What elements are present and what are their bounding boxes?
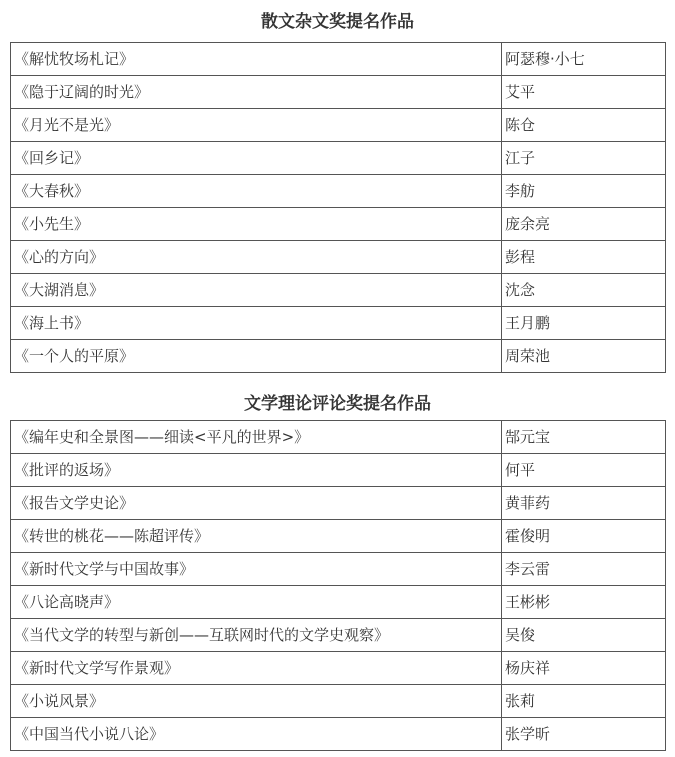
table-row bbox=[11, 43, 666, 76]
author-cell: 张莉 bbox=[502, 685, 666, 718]
table-row bbox=[11, 619, 666, 652]
author-cell: 王月鹏 bbox=[502, 307, 666, 340]
author-cell: 李云雷 bbox=[502, 553, 666, 586]
table-row bbox=[11, 109, 666, 142]
table-row bbox=[11, 241, 666, 274]
author-cell: 吴俊 bbox=[502, 619, 666, 652]
author-cell: 陈仓 bbox=[502, 109, 666, 142]
table-row bbox=[11, 142, 666, 175]
table-row bbox=[11, 208, 666, 241]
table-row bbox=[11, 454, 666, 487]
author-cell: 阿瑟穆·小七 bbox=[502, 43, 666, 76]
table-row bbox=[11, 175, 666, 208]
work-title-cell: 《一个人的平原》 bbox=[11, 340, 502, 373]
table-row bbox=[11, 586, 666, 619]
author-cell: 何平 bbox=[502, 454, 666, 487]
work-title-cell: 《月光不是光》 bbox=[11, 109, 502, 142]
work-title-cell: 《回乡记》 bbox=[11, 142, 502, 175]
table-row bbox=[11, 652, 666, 685]
work-title-cell: 《大春秋》 bbox=[11, 175, 502, 208]
criticism-nominations-table bbox=[10, 420, 666, 751]
table-row bbox=[11, 487, 666, 520]
author-cell: 沈念 bbox=[502, 274, 666, 307]
table-row bbox=[11, 340, 666, 373]
author-cell: 张学昕 bbox=[502, 718, 666, 751]
work-title-cell: 《批评的返场》 bbox=[11, 454, 502, 487]
author-cell: 杨庆祥 bbox=[502, 652, 666, 685]
work-title-cell: 《当代文学的转型与新创——互联网时代的文学史观察》 bbox=[11, 619, 502, 652]
author-cell: 王彬彬 bbox=[502, 586, 666, 619]
work-title-cell: 《心的方向》 bbox=[11, 241, 502, 274]
author-cell: 彭程 bbox=[502, 241, 666, 274]
table-row bbox=[11, 685, 666, 718]
table-row bbox=[11, 76, 666, 109]
prose-nominations-table bbox=[10, 42, 666, 373]
table-row bbox=[11, 307, 666, 340]
work-title-cell: 《大湖消息》 bbox=[11, 274, 502, 307]
work-title-cell: 《新时代文学与中国故事》 bbox=[11, 553, 502, 586]
work-title-cell: 《报告文学史论》 bbox=[11, 487, 502, 520]
author-cell: 庞余亮 bbox=[502, 208, 666, 241]
work-title-cell: 《解忧牧场札记》 bbox=[11, 43, 502, 76]
work-title-cell: 《新时代文学写作景观》 bbox=[11, 652, 502, 685]
author-cell: 江子 bbox=[502, 142, 666, 175]
work-title-cell: 《八论高晓声》 bbox=[11, 586, 502, 619]
work-title-cell: 《隐于辽阔的时光》 bbox=[11, 76, 502, 109]
table-row bbox=[11, 718, 666, 751]
author-cell: 周荣池 bbox=[502, 340, 666, 373]
work-title-cell: 《海上书》 bbox=[11, 307, 502, 340]
table-row bbox=[11, 274, 666, 307]
table-row bbox=[11, 421, 666, 454]
work-title-cell: 《小说风景》 bbox=[11, 685, 502, 718]
author-cell: 李舫 bbox=[502, 175, 666, 208]
section-title-criticism: 文学理论评论奖提名作品 bbox=[244, 394, 431, 414]
author-cell: 郜元宝 bbox=[502, 421, 666, 454]
work-title-cell: 《编年史和全景图——细读<平凡的世界>》 bbox=[11, 421, 502, 454]
work-title-cell: 《转世的桃花——陈超评传》 bbox=[11, 520, 502, 553]
table-row bbox=[11, 520, 666, 553]
author-cell: 黄菲药 bbox=[502, 487, 666, 520]
work-title-cell: 《小先生》 bbox=[11, 208, 502, 241]
work-title-cell: 《中国当代小说八论》 bbox=[11, 718, 502, 751]
section-title-prose: 散文杂文奖提名作品 bbox=[261, 12, 414, 32]
author-cell: 霍俊明 bbox=[502, 520, 666, 553]
table-row bbox=[11, 553, 666, 586]
author-cell: 艾平 bbox=[502, 76, 666, 109]
